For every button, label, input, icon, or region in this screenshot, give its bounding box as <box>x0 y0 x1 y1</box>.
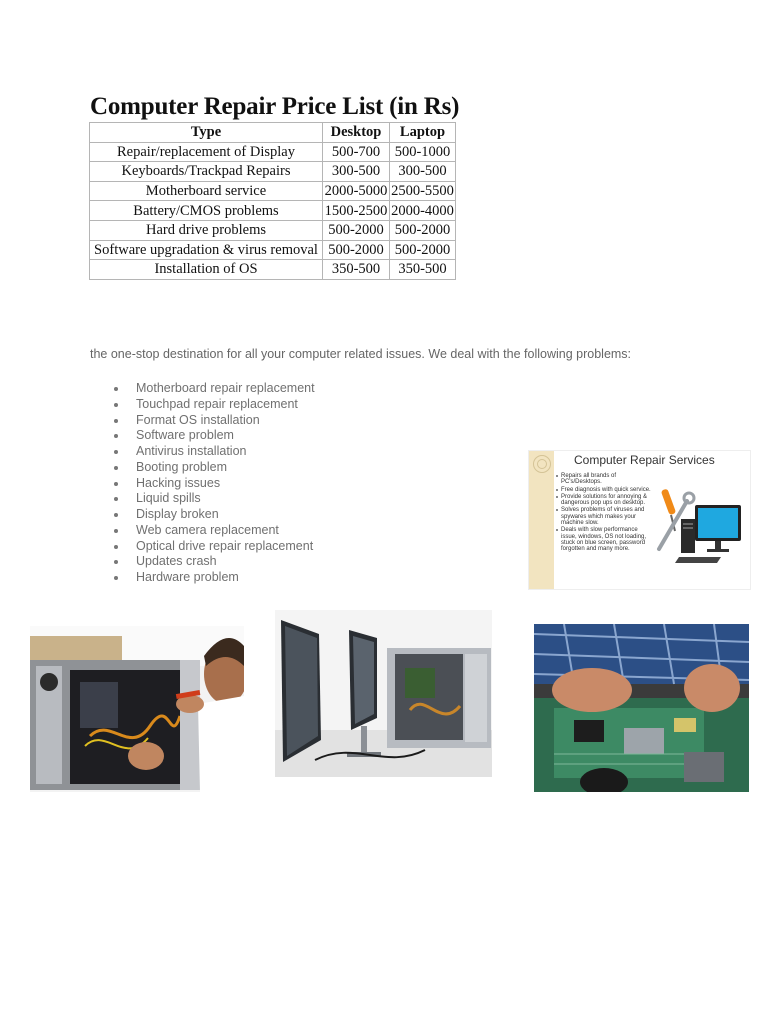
tower-icon <box>681 519 695 553</box>
list-item: Solves problems of viruses and spywares which makes your machine slow. <box>555 507 655 526</box>
table-row <box>90 220 456 240</box>
bullet-icon <box>114 387 118 391</box>
services-graphic <box>528 450 751 590</box>
list-item <box>90 460 315 476</box>
bullet-icon <box>114 513 118 517</box>
row-laptop-price: 500-1000 <box>390 142 456 162</box>
list-item: Repairs all brands of PC's/Desktops. <box>555 473 655 486</box>
table-row <box>90 201 456 221</box>
table-row <box>90 181 456 201</box>
list-item: Free diagnosis with quick service. <box>555 487 655 493</box>
list-item <box>90 413 315 429</box>
bullet-icon <box>114 482 118 486</box>
header-laptop: Laptop <box>390 123 456 143</box>
list-item <box>90 428 315 444</box>
computer-repair-illustration <box>645 471 749 571</box>
row-desktop-price: 350-500 <box>323 260 390 280</box>
row-laptop-price: 300-500 <box>390 162 456 182</box>
bullet-icon <box>114 497 118 501</box>
row-desktop-price: 2000-5000 <box>323 181 390 201</box>
list-item <box>90 381 315 397</box>
technician-repair-photo <box>30 626 244 792</box>
row-type: Battery/CMOS problems <box>90 201 323 221</box>
list-item-label: Software problem <box>136 428 234 443</box>
row-type: Motherboard service <box>90 181 323 201</box>
row-desktop-price: 500-700 <box>323 142 390 162</box>
row-type: Software upgradation & virus removal <box>90 240 323 260</box>
row-laptop-price: 2000-4000 <box>391 202 454 219</box>
list-item-label: Format OS installation <box>136 412 260 427</box>
row-desktop-price: 500-2000 <box>323 240 390 260</box>
row-desktop-price: 300-500 <box>323 162 390 182</box>
list-item-label: Liquid spills <box>136 491 201 506</box>
table-row <box>90 260 456 280</box>
list-item-label: Hacking issues <box>136 475 221 490</box>
price-table <box>89 122 456 280</box>
list-item: Provide solutions for annoying & dangerous pop ups on desktop. <box>555 494 655 507</box>
bullet-icon <box>114 576 118 580</box>
list-item <box>90 397 315 413</box>
row-type: Keyboards/Trackpad Repairs <box>90 162 323 182</box>
keyboard-icon <box>675 557 721 563</box>
row-laptop-price: 500-2000 <box>390 240 456 260</box>
header-desktop: Desktop <box>323 123 390 143</box>
services-bullets <box>555 473 655 554</box>
list-item <box>90 539 315 555</box>
services-title: Computer Repair Services <box>574 453 715 467</box>
row-laptop-price: 500-2000 <box>390 220 456 240</box>
list-item <box>90 554 315 570</box>
list-item-label: Antivirus installation <box>136 444 247 458</box>
row-laptop-price: 2500-5500 <box>391 183 454 200</box>
list-item-label: Updates crash <box>136 554 217 569</box>
list-item-label: Display broken <box>136 507 219 521</box>
list-item-label: Optical drive repair replacement <box>136 538 314 553</box>
bullet-icon <box>114 403 118 407</box>
list-item <box>90 570 315 586</box>
list-item-label: Touchpad repair replacement <box>136 396 298 411</box>
table-row <box>90 162 456 182</box>
bullet-icon <box>114 545 118 549</box>
list-item-label: Hardware problem <box>136 570 239 584</box>
table-row <box>90 142 456 162</box>
row-type: Repair/replacement of Display <box>90 142 323 162</box>
bullet-icon <box>114 419 118 423</box>
swirl-ornament-icon <box>537 459 547 469</box>
row-type: Hard drive problems <box>90 220 323 240</box>
row-type: Installation of OS <box>90 260 323 280</box>
list-item <box>90 507 315 523</box>
computer-workstation-photo <box>275 610 492 777</box>
motherboard-repair-photo <box>534 624 749 792</box>
problems-list <box>90 381 315 586</box>
row-laptop-price: 350-500 <box>390 260 456 280</box>
list-item <box>90 491 315 507</box>
list-item-label: Motherboard repair replacement <box>136 381 315 395</box>
bullet-icon <box>114 450 118 454</box>
list-item <box>90 476 315 492</box>
price-list-title: Computer Repair Price List (in Rs) <box>90 93 460 120</box>
bullet-icon <box>114 560 118 564</box>
row-desktop-price: 1500-2500 <box>323 201 390 221</box>
bullet-icon <box>114 434 118 438</box>
list-item: Deals with slow performance issue, windows, OS not loading, stuck on blue screen, password forgotten and many more. <box>555 527 655 552</box>
table-header-row <box>90 123 456 143</box>
intro-paragraph: the one-stop destination for all your computer related issues. We deal with the following problems: <box>90 347 632 361</box>
list-item <box>90 444 315 460</box>
monitor-icon <box>695 505 741 552</box>
bullet-icon <box>114 529 118 533</box>
decorative-strip <box>529 451 554 589</box>
list-item-label: Web camera replacement <box>136 522 279 537</box>
list-item-label: Booting problem <box>136 459 228 474</box>
row-desktop-price: 500-2000 <box>323 220 390 240</box>
table-row <box>90 240 456 260</box>
list-item <box>90 523 315 539</box>
header-type: Type <box>90 123 323 143</box>
bullet-icon <box>114 466 118 470</box>
